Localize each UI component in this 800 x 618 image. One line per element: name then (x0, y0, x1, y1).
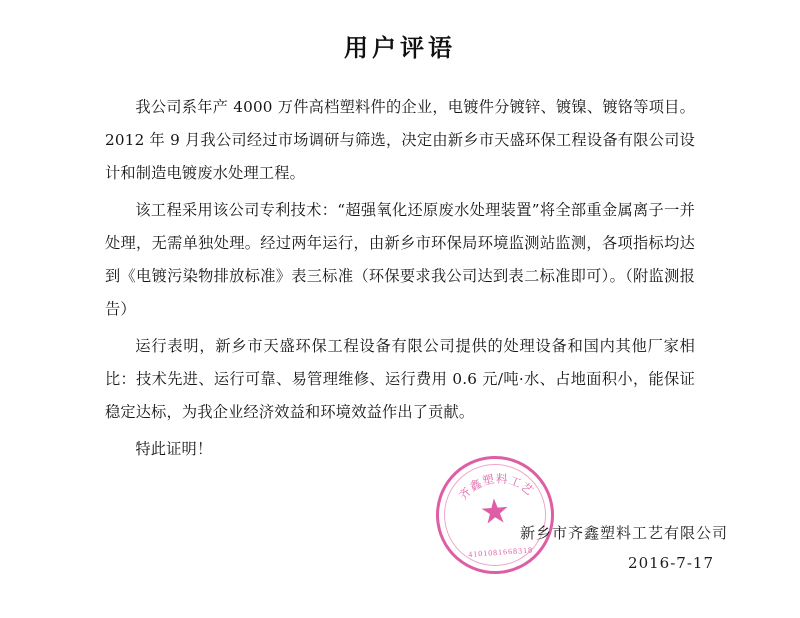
paragraph-3: 运行表明，新乡市天盛环保工程设备有限公司提供的处理设备和国内其他厂家相比：技术先进、运行可靠、易管理维修、运行费用 0.6 元/吨·水、占地面积小，能保证稳定达标，为我企业经济效益和环境效益作出了贡献。 (105, 337, 695, 421)
signature-block (348, 442, 738, 582)
signature-date: 2016-7-17 (628, 554, 714, 572)
seal-serial-number: 4101081668318 (467, 545, 534, 559)
signature-company-name: 新乡市齐鑫塑料工艺有限公司 (519, 524, 728, 542)
seal-arc-label: 齐鑫塑料工艺 (455, 471, 537, 503)
paragraph-1: 我公司系年产 4000 万件高档塑料件的企业，电镀件分镀锌、镀镍、镀铬等项目。2012 年 9 月我公司经过市场调研与筛选，决定由新乡市天盛环保工程设备有限公司设计和制造电镀废水处理工程。 (105, 98, 695, 182)
seal-star-icon: ★ (478, 492, 512, 533)
paragraph-2: 该工程采用该公司专利技术：“超强氧化还原废水处理装置”将全部重金属离子一并处理，无需单独处理。经过两年运行，由新乡市环保局环境监测站监测，各项指标均达到《电镀污染物排放标准》表三标准（环保要求我公司达到表二标准即可）。（附监测报告） (105, 201, 695, 318)
page-title: 用户评语 (344, 33, 456, 62)
paragraph-4: 特此证明！ (135, 440, 213, 458)
document-page (0, 18, 800, 618)
company-seal-icon (432, 452, 558, 578)
document-body (105, 91, 695, 466)
